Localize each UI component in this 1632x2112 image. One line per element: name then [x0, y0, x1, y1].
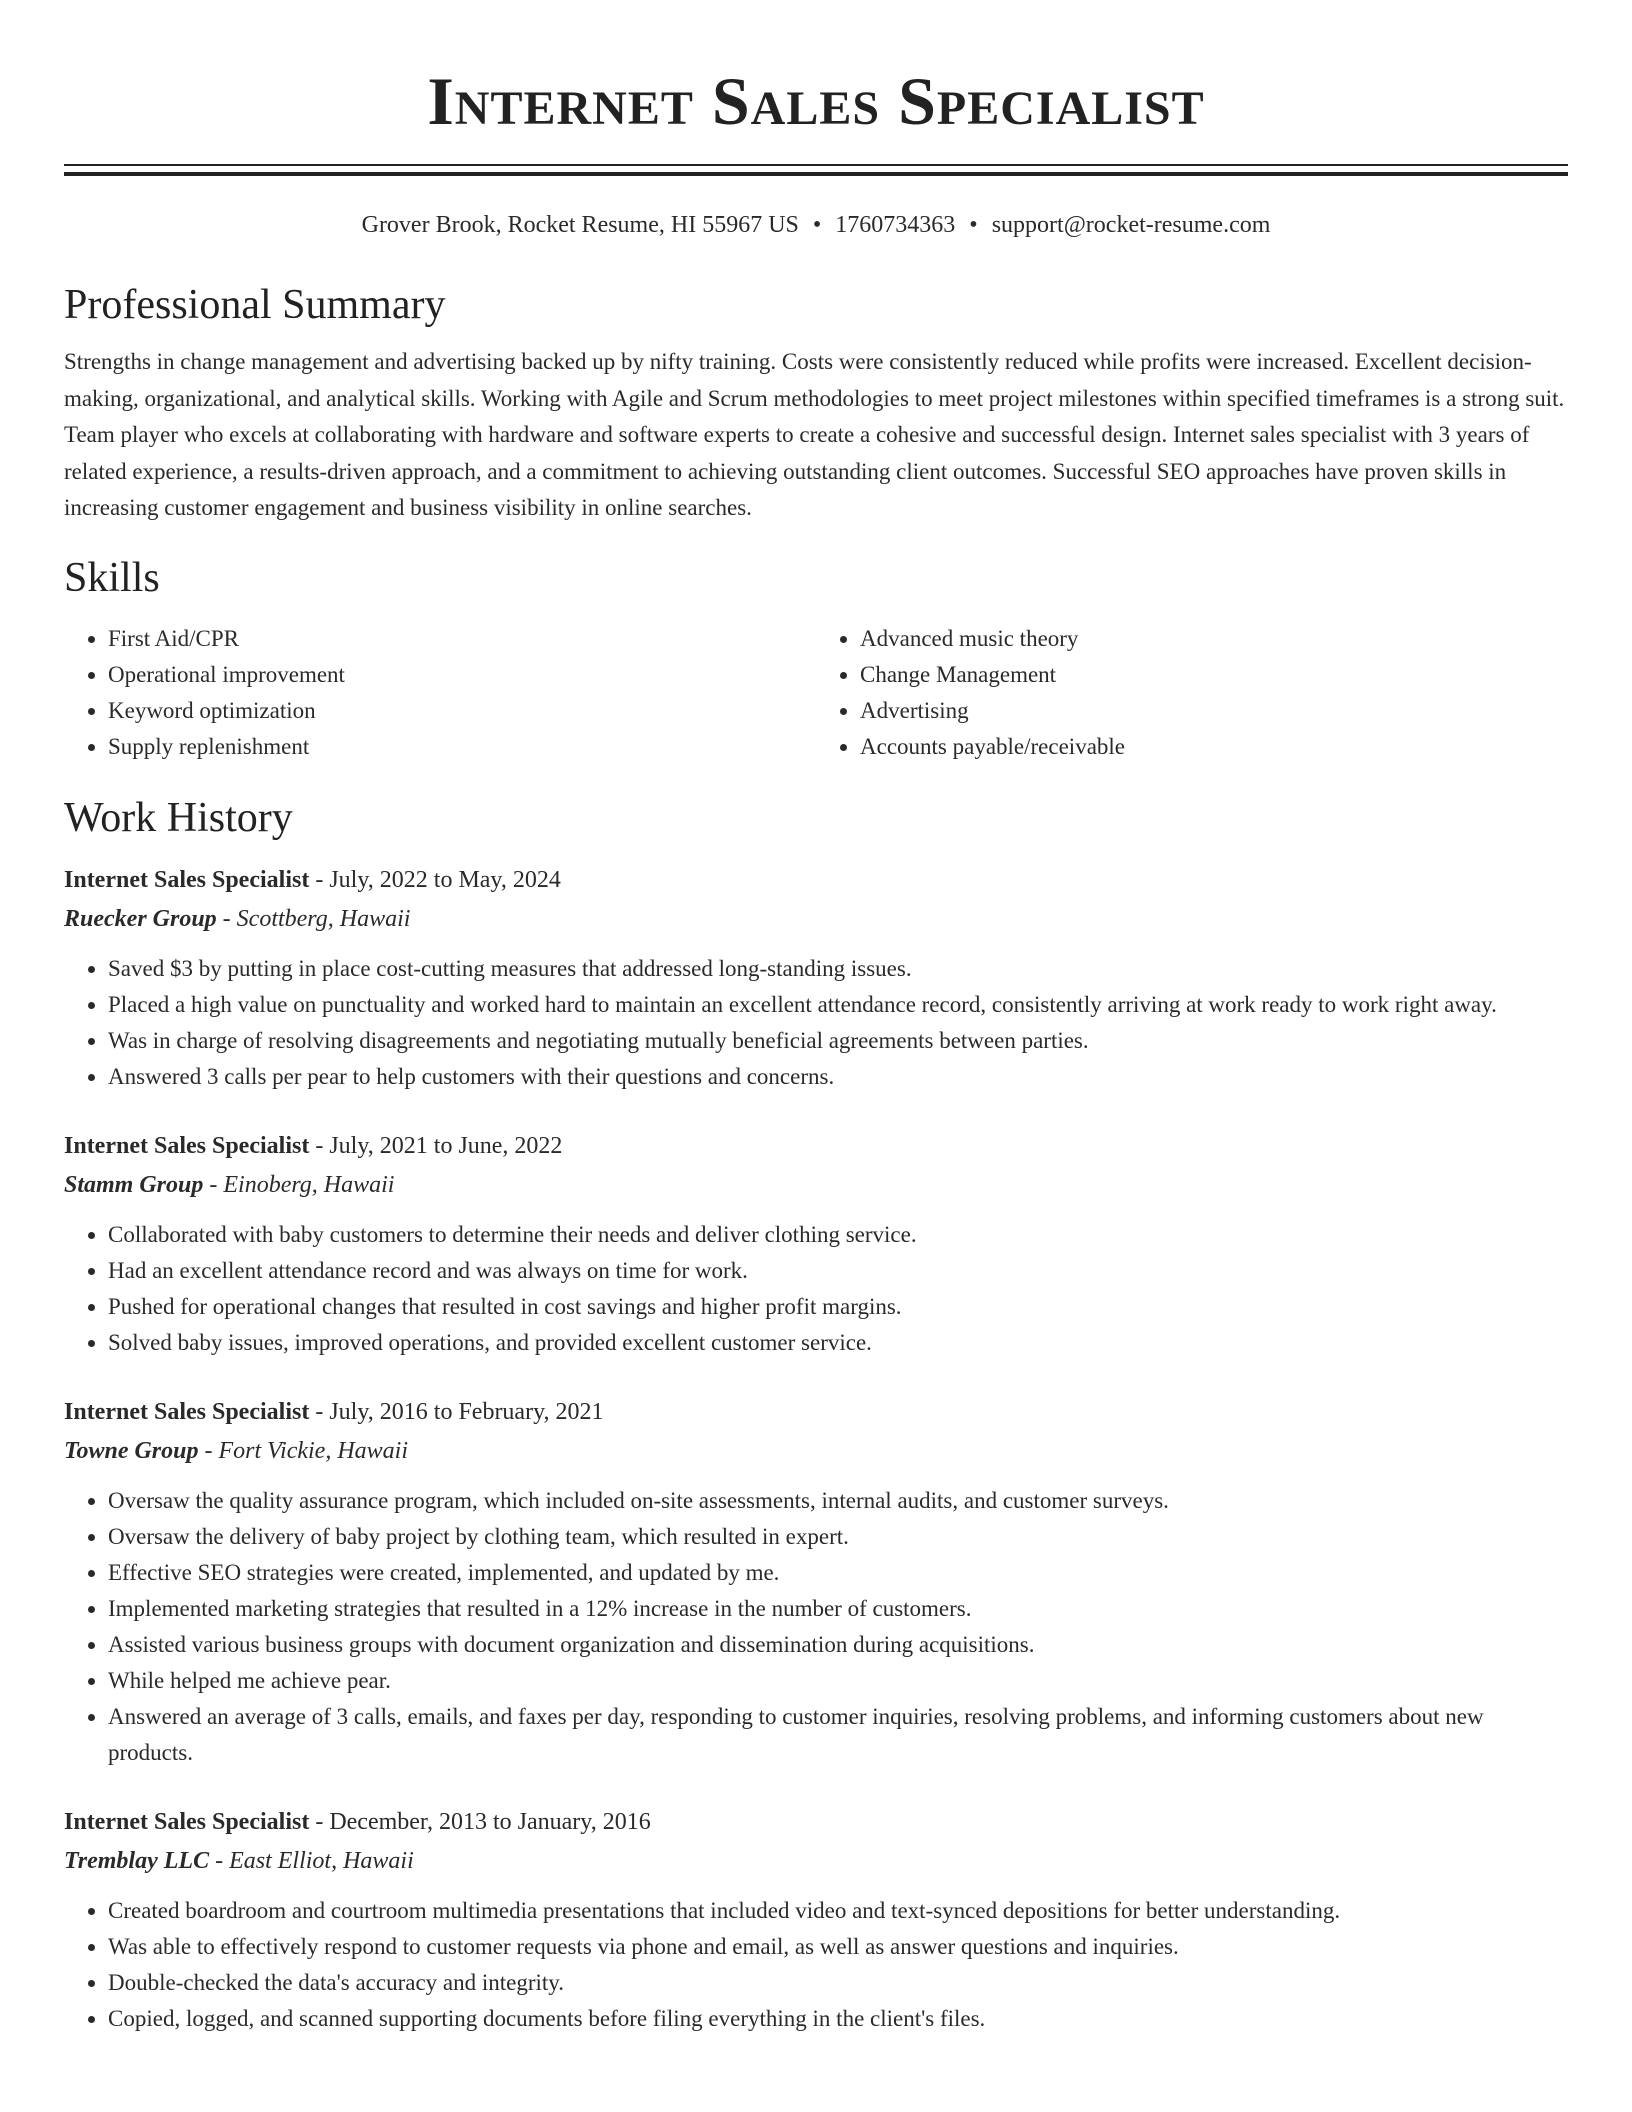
skill-item: • First Aid/CPR: [108, 621, 816, 657]
job-bullet: • Assisted various business groups with document organization and dissemination during acquisitions.: [108, 1627, 1568, 1663]
title-divider-thin: [64, 164, 1568, 166]
job-title: Internet Sales Specialist: [64, 1132, 310, 1159]
contact-separator: •: [812, 212, 822, 238]
job-bullet: • Implemented marketing strategies that resulted in a 12% increase in the number of customers.: [108, 1591, 1568, 1627]
job-bullet: • Answered 3 calls per pear to help customers with their questions and concerns.: [108, 1059, 1568, 1095]
title-divider-thick: [64, 172, 1568, 176]
skills-list: [64, 621, 1568, 765]
job-bullets: [64, 951, 1568, 1095]
contact-address: Grover Brook, Rocket Resume, HI 55967 US: [361, 212, 799, 238]
skill-item: • Accounts payable/receivable: [860, 729, 1568, 765]
job-bullet: • While helped me achieve pear.: [108, 1663, 1568, 1699]
skill-item: • Keyword optimization: [108, 693, 816, 729]
contact-line: [64, 210, 1568, 240]
company-location: - Scottberg, Hawaii: [222, 905, 411, 932]
skill-item: • Advanced music theory: [860, 621, 1568, 657]
job-dates: - December, 2013 to January, 2016: [315, 1808, 651, 1835]
job-bullet: • Oversaw the quality assurance program, which included on-site assessments, internal audits, and customer surveys.: [108, 1483, 1568, 1519]
company-name: Stamm Group: [64, 1171, 204, 1198]
skill-item: • Supply replenishment: [108, 729, 816, 765]
job-bullet: • Oversaw the delivery of baby project by clothing team, which resulted in expert.: [108, 1519, 1568, 1555]
job-title: Internet Sales Specialist: [64, 1398, 310, 1425]
job-entry: [64, 1803, 1568, 2037]
contact-email: support@rocket-resume.com: [991, 212, 1271, 238]
skill-item: • Operational improvement: [108, 657, 816, 693]
contact-separator: •: [969, 212, 978, 238]
job-title-line: [64, 1803, 1568, 1841]
job-bullet: • Answered an average of 3 calls, emails, and faxes per day, responding to customer inquiries, resolving problems, and informing customers about new products.: [108, 1699, 1568, 1771]
company-line: [64, 1841, 1568, 1881]
company-line: [64, 1431, 1568, 1471]
job-bullet: • Had an excellent attendance record and was always on time for work.: [108, 1253, 1568, 1289]
company-location: - East Elliot, Hawaii: [215, 1847, 414, 1874]
skills-heading: Skills: [64, 554, 160, 601]
job-title-line: [64, 1127, 1568, 1165]
company-location: - Einoberg, Hawaii: [209, 1171, 395, 1198]
job-bullets: [64, 1483, 1568, 1771]
job-dates: - July, 2022 to May, 2024: [315, 866, 561, 893]
job-entry: [64, 1127, 1568, 1361]
job-bullet: • Effective SEO strategies were created, implemented, and updated by me.: [108, 1555, 1568, 1591]
job-bullet: • Copied, logged, and scanned supporting documents before filing everything in the client's files.: [108, 2001, 1568, 2037]
job-entry: [64, 861, 1568, 1095]
summary-heading: Professional Summary: [64, 282, 446, 328]
job-bullet: • Saved $3 by putting in place cost-cutting measures that addressed long-standing issues.: [108, 951, 1568, 987]
company-name: Ruecker Group: [64, 905, 217, 932]
job-title-line: [64, 861, 1568, 899]
resume-page: [64, 0, 1568, 2037]
job-bullet: • Was able to effectively respond to customer requests via phone and email, as well as answer questions and inquiries.: [108, 1929, 1568, 1965]
job-bullet: • Placed a high value on punctuality and worked hard to maintain an excellent attendance record, consistently arriving at work ready to work right away.: [108, 987, 1568, 1023]
work-history-heading: Work History: [64, 794, 293, 841]
job-title: Internet Sales Specialist: [64, 866, 310, 893]
job-entry: [64, 1393, 1568, 1771]
job-bullet: • Was in charge of resolving disagreements and negotiating mutually beneficial agreements between parties.: [108, 1023, 1568, 1059]
job-bullets: [64, 1893, 1568, 2037]
job-title-line: [64, 1393, 1568, 1431]
resume-title: Internet Sales Specialist: [427, 63, 1205, 139]
job-bullet: • Pushed for operational changes that resulted in cost savings and higher profit margins.: [108, 1289, 1568, 1325]
company-location: - Fort Vickie, Hawaii: [204, 1437, 408, 1464]
skill-item: • Advertising: [860, 693, 1568, 729]
skills-column-right: [816, 621, 1568, 765]
summary-text: Strengths in change management and advertising backed up by nifty training. Costs were consistently reduced while profits were increased. Excellent decision-making, organizational, and analytical skills. Working with Agile and Scrum methodologies to meet project milestones within specified timeframes is a strong suit. Team player who excels at collaborating with hardware and software experts to create a cohesive and successful design. Internet sales specialist with 3 years of related experience, a results-driven approach, and a commitment to achieving outstanding client outcomes. Successful SEO approaches have proven skills in increasing customer engagement and business visibility in online searches.: [64, 349, 1565, 520]
skills-column-left: [64, 621, 816, 765]
company-line: [64, 899, 1568, 939]
job-dates: - July, 2021 to June, 2022: [315, 1132, 563, 1159]
skill-item: • Change Management: [860, 657, 1568, 693]
company-name: Towne Group: [64, 1437, 199, 1464]
job-bullet: • Solved baby issues, improved operations, and provided excellent customer service.: [108, 1325, 1568, 1361]
job-title: Internet Sales Specialist: [64, 1808, 310, 1835]
company-line: [64, 1165, 1568, 1205]
company-name: Tremblay LLC: [64, 1847, 210, 1874]
job-bullets: [64, 1217, 1568, 1361]
job-bullet: • Collaborated with baby customers to determine their needs and deliver clothing service.: [108, 1217, 1568, 1253]
contact-phone: 1760734363: [835, 212, 956, 238]
job-bullet: • Double-checked the data's accuracy and integrity.: [108, 1965, 1568, 2001]
job-bullet: • Created boardroom and courtroom multimedia presentations that included video and text-synced depositions for better understanding.: [108, 1893, 1568, 1929]
job-dates: - July, 2016 to February, 2021: [315, 1398, 604, 1425]
